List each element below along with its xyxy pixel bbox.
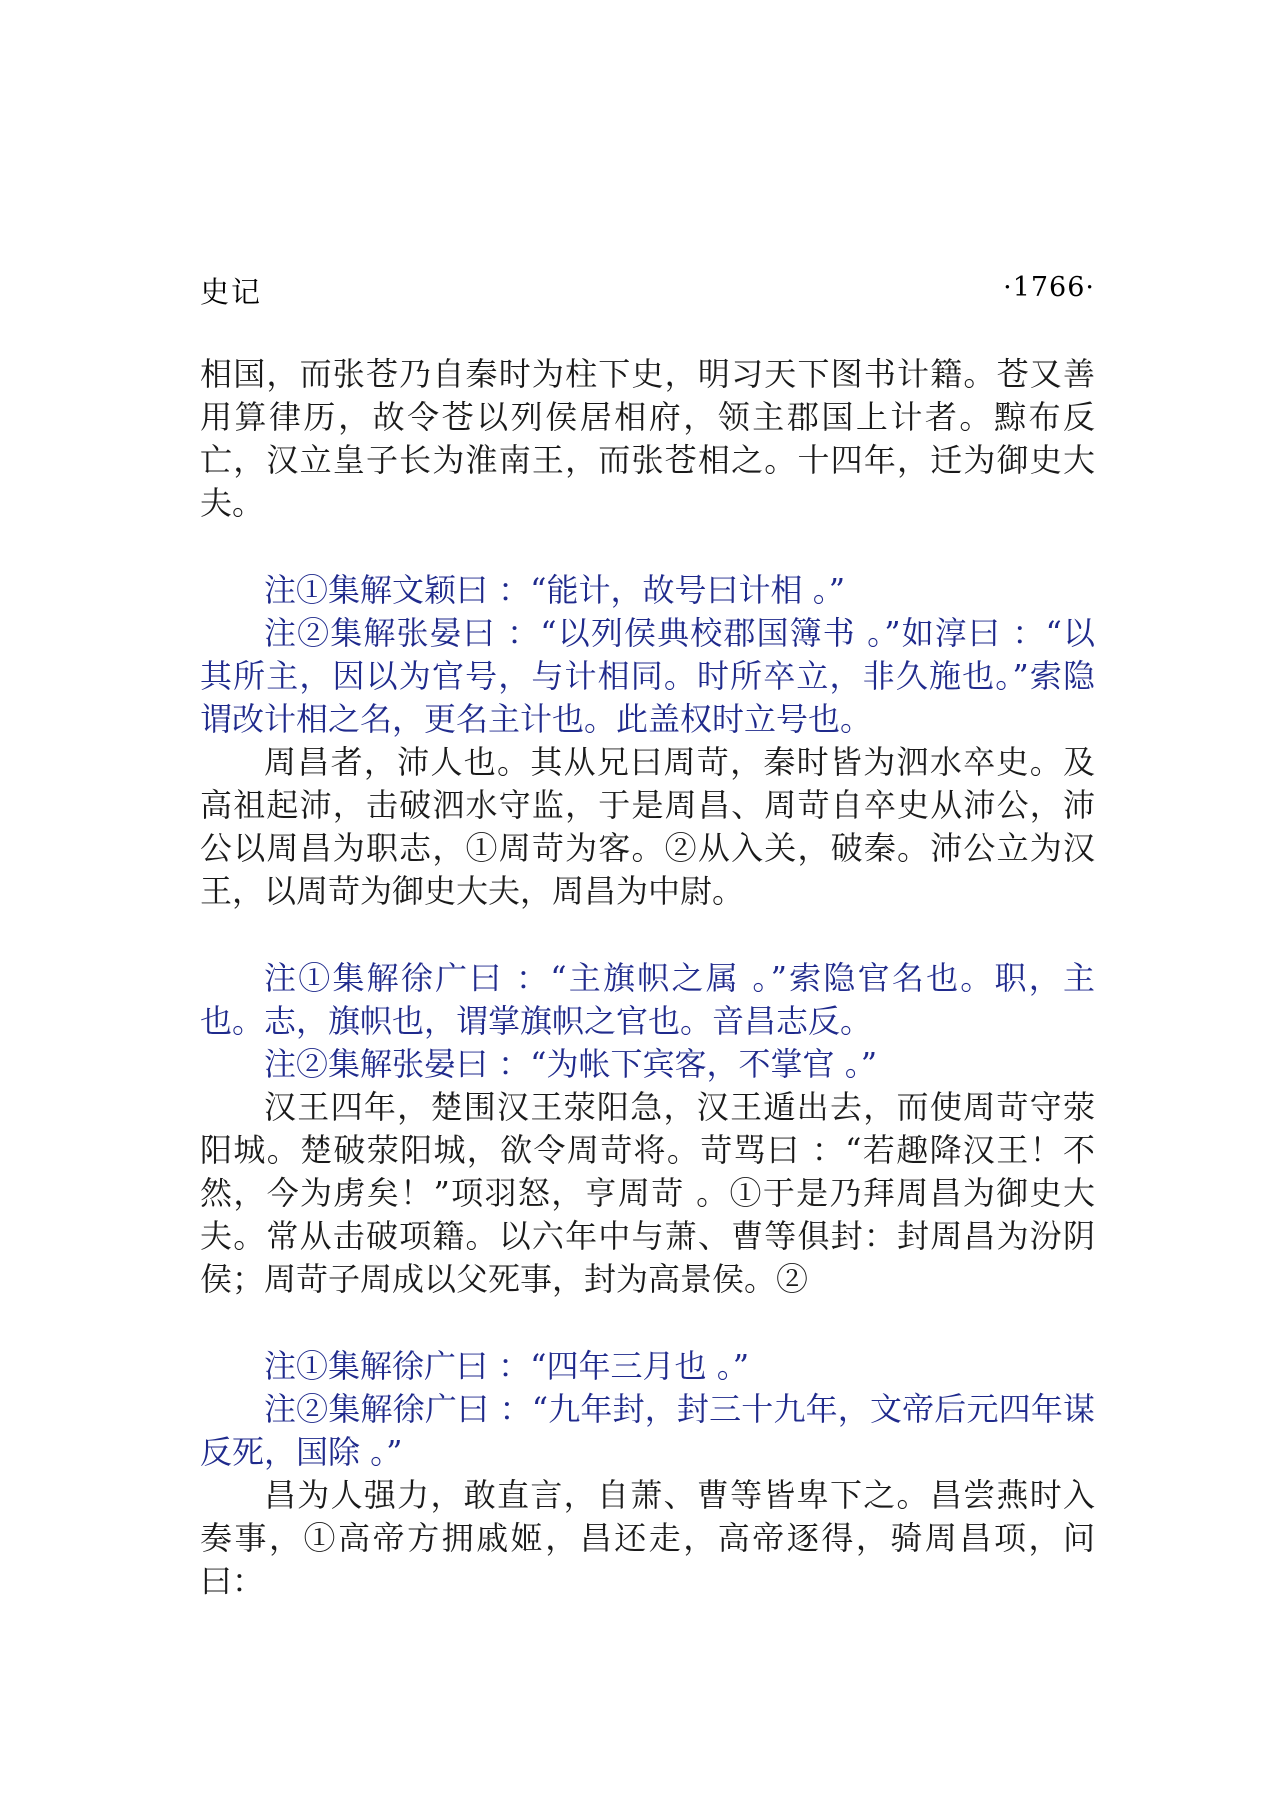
main-text bbox=[200, 353, 1095, 1603]
annotation-note: 注②集解徐广曰 ：“九年封，封三十九年，文帝后元四年谋反死，国除 。” bbox=[200, 1390, 1095, 1471]
running-header bbox=[200, 270, 1095, 310]
body-paragraph: 相国，而张苍乃自秦时为柱下史，明习天下图书计籍。苍又善用算律历，故令苍以列侯居相府，领主郡国上计者。黥布反亡，汉立皇子长为淮南王，而张苍相之。十四年，迁为御史大夫。 bbox=[200, 355, 1095, 522]
annotation-note: 注①集解徐广曰 ：“主旗帜之属 。”索隐官名也。职，主也。志，旗帜也，谓掌旗帜之官也。音昌志反。 bbox=[200, 959, 1095, 1040]
body-paragraph: 汉王四年，楚围汉王荥阳急，汉王遁出去，而使周苛守荥阳城。楚破荥阳城，欲令周苛将。苛骂曰 ：“若趣降汉王！不然，今为虏矣！”项羽怒，亨周苛 。①于是乃拜周昌为御史大夫。常从击破项籍。以六年中与萧、曹等俱封：封周昌为汾阴侯；周苛子周成以父死事，封为高景侯。② bbox=[200, 1088, 1095, 1298]
paragraph-gap bbox=[200, 525, 1095, 569]
annotation-note: 注①集解文颖曰 ：“能计，故号曰计相 。” bbox=[264, 571, 846, 609]
annotation-note: 注②集解张晏曰 ：“以列侯典校郡国簿书 。”如淳曰 ：“以其所主，因以为官号，与计相同。时所卒立，非久施也。”索隐谓改计相之名，更名主计也。此盖权时立号也。 bbox=[200, 614, 1095, 738]
book-title: 史记 bbox=[200, 275, 263, 309]
paragraph-gap bbox=[200, 913, 1095, 957]
body-paragraph: 昌为人强力，敢直言，自萧、曹等皆卑下之。昌尝燕时入奏事，①高帝方拥戚姬，昌还走，高帝逐得，骑周昌项，问曰： bbox=[200, 1476, 1095, 1600]
paragraph-gap bbox=[200, 1301, 1095, 1345]
annotation-note: 注②集解张晏曰 ：“为帐下宾客，不掌官 。” bbox=[264, 1045, 878, 1083]
page-number: ·1766· bbox=[1003, 272, 1095, 303]
body-paragraph: 周昌者，沛人也。其从兄曰周苛，秦时皆为泗水卒史。及高祖起沛，击破泗水守监，于是周昌、周苛自卒史从沛公，沛公以周昌为职志，①周苛为客。②从入关，破秦。沛公立为汉王，以周苛为御史大夫，周昌为中尉。 bbox=[200, 743, 1095, 910]
annotation-note: 注①集解徐广曰 ：“四年三月也 。” bbox=[264, 1347, 750, 1385]
